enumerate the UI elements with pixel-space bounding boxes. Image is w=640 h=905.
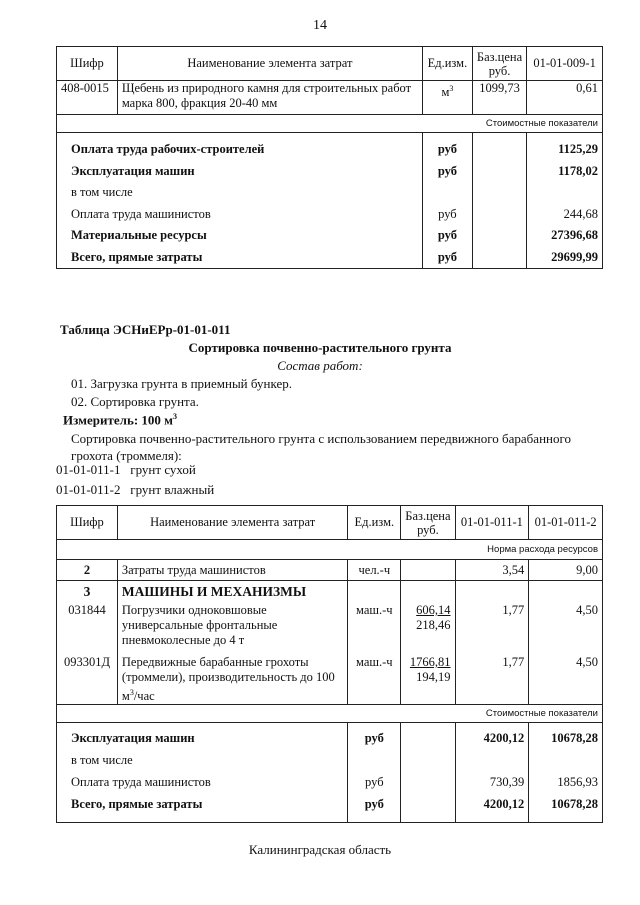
row-price xyxy=(401,560,455,581)
summary-empty xyxy=(401,723,455,823)
header-unit: Ед.изм. xyxy=(348,506,401,540)
variant-name: грунт сухой xyxy=(130,462,196,477)
summary-value xyxy=(460,749,525,771)
summary-value: 4200,12 xyxy=(483,731,525,746)
summary-value: 1125,29 xyxy=(558,142,598,156)
machine-codes xyxy=(57,581,118,705)
row-unit xyxy=(422,81,472,115)
table-header xyxy=(57,506,603,540)
summary-label: в том числе xyxy=(71,753,133,768)
machine-value: 4,50 xyxy=(576,603,598,617)
machine-name-sup: 3 xyxy=(129,688,134,697)
table-header xyxy=(57,47,603,81)
header-col2: 01-01-011-2 xyxy=(529,506,603,540)
table-row xyxy=(57,81,603,115)
spacer xyxy=(405,584,450,603)
resource-table-2 xyxy=(56,505,603,823)
summary-label: Материальные ресурсы xyxy=(71,228,207,242)
summary-v1 xyxy=(455,723,529,823)
machines-block xyxy=(57,581,603,705)
machine-value: 1,77 xyxy=(502,603,525,617)
unit-text: м xyxy=(441,85,450,100)
summary-unit: руб xyxy=(437,142,457,156)
row-name: Затраты труда машинистов xyxy=(117,560,347,581)
summary-unit: руб xyxy=(365,775,384,790)
variant-code: 01-01-011-2 xyxy=(56,482,121,497)
summary-labels xyxy=(57,723,348,823)
summary-value: 27396,68 xyxy=(551,228,598,242)
summary-label: Эксплуатация машин xyxy=(71,731,195,746)
summary-unit: руб xyxy=(438,206,457,221)
row-v1: 3,54 xyxy=(455,560,529,581)
price-wage: 218,46 xyxy=(416,618,451,632)
machine-prices xyxy=(401,581,455,705)
description: Сортировка почвенно-растительного грунта с использованием передвижного барабанного грохота (троммеля): xyxy=(71,431,571,463)
table-title: Таблица ЭСНиЕРр-01-01-011 xyxy=(60,322,231,337)
summary-label: Всего, прямые затраты xyxy=(71,249,203,264)
machine-v2 xyxy=(529,581,603,705)
spacer xyxy=(533,584,598,603)
footer-region: Калининградская область xyxy=(248,842,392,857)
resource-table-1 xyxy=(56,46,603,269)
section-costs-label: Стоимостные показатели xyxy=(57,705,603,723)
summary-values xyxy=(527,133,603,269)
section-costs-label: Стоимостные показатели xyxy=(57,115,603,133)
machine-name: Погрузчики одноковшовые универсальные фронтальные пневмоколесные до 4 т xyxy=(121,603,278,647)
section-row xyxy=(57,540,603,560)
summary-label: Оплата труда машинистов xyxy=(71,775,211,790)
table-row xyxy=(57,560,603,581)
row-code: 2 xyxy=(57,560,118,581)
unit-sup: 3 xyxy=(449,84,454,93)
price-base: 606,14 xyxy=(416,603,451,617)
summary-value: 29699,99 xyxy=(551,249,598,264)
measure xyxy=(63,412,177,428)
spacer xyxy=(460,584,525,603)
summary-empty xyxy=(472,133,526,269)
summary-label: Эксплуатация машин xyxy=(71,163,195,178)
machine-value: 1,77 xyxy=(502,655,525,669)
row-value: 0,61 xyxy=(527,81,603,115)
measure-text: Измеритель: 100 м xyxy=(63,412,174,428)
machine-code: 093301Д xyxy=(63,655,110,669)
work-item: 01. Загрузка грунта в приемный бункер. xyxy=(71,376,292,391)
section-row xyxy=(57,115,603,133)
spacer xyxy=(352,584,396,603)
machine-unit: маш.-ч xyxy=(356,655,393,669)
row-unit: чел.-ч xyxy=(348,560,401,581)
variant-name: грунт влажный xyxy=(130,482,215,497)
summary-unit: руб xyxy=(437,163,457,178)
summary-label: Оплата труда машинистов xyxy=(71,206,211,221)
summary-labels xyxy=(57,133,423,269)
header-code: Шифр xyxy=(57,506,118,540)
section-row xyxy=(57,705,603,723)
summary-label: Оплата труда рабочих-строителей xyxy=(71,142,265,156)
machine-code: 031844 xyxy=(68,603,106,617)
summary-label: в том числе xyxy=(71,185,133,199)
page-number: 14 xyxy=(313,18,327,33)
summary-value: 1178,02 xyxy=(558,163,598,178)
variant-code: 01-01-011-1 xyxy=(56,462,121,477)
variant-item xyxy=(56,462,196,478)
row-v2: 9,00 xyxy=(529,560,603,581)
summary-block xyxy=(57,133,603,269)
header-name: Наименование элемента затрат xyxy=(117,47,422,81)
summary-unit: руб xyxy=(364,731,384,746)
summary-v2 xyxy=(529,723,603,823)
machine-price xyxy=(405,655,450,685)
machine-name xyxy=(122,655,343,704)
summary-value: 10678,28 xyxy=(551,797,598,812)
variant-item xyxy=(56,482,214,498)
header-price: Баз.цена руб. xyxy=(472,47,526,81)
header-code: Шифр xyxy=(57,47,118,81)
summary-unit xyxy=(352,749,396,771)
summary-label: Всего, прямые затраты xyxy=(71,797,203,812)
section-norms-label: Норма расхода ресурсов xyxy=(57,540,603,560)
machine-unit: маш.-ч xyxy=(356,603,393,617)
header-price: Баз.цена руб. xyxy=(401,506,455,540)
price-base: 1766,81 xyxy=(409,655,451,669)
summary-unit xyxy=(427,182,468,204)
summary-value xyxy=(533,749,598,771)
header-col1: 01-01-011-1 xyxy=(455,506,529,540)
machine-names xyxy=(117,581,347,705)
machine-v1 xyxy=(455,581,529,705)
machine-units xyxy=(348,581,401,705)
machine-name-text: Передвижные барабанные грохоты (троммели), производительность до 100 м xyxy=(121,655,335,704)
work-item: 02. Сортировка грунта. xyxy=(71,394,199,409)
section-title: Сортировка почвенно-растительного грунта xyxy=(188,340,452,355)
row-name: Щебень из природного камня для строительных работ марка 800, фракция 20-40 мм xyxy=(117,81,422,115)
machines-head-code: 3 xyxy=(83,584,91,599)
machine-name-tail: /час xyxy=(133,689,155,704)
works-title: Состав работ: xyxy=(277,358,363,373)
summary-value: 244,68 xyxy=(563,206,598,221)
summary-units xyxy=(422,133,472,269)
summary-unit: руб xyxy=(364,797,384,812)
measure-sup: 3 xyxy=(173,412,178,421)
summary-value xyxy=(531,182,598,204)
header-unit: Ед.изм. xyxy=(422,47,472,81)
summary-value: 730,39 xyxy=(489,775,525,790)
header-col: 01-01-009-1 xyxy=(527,47,603,81)
row-price: 1099,73 xyxy=(472,81,526,115)
price-wage: 194,19 xyxy=(416,670,451,684)
machine-price xyxy=(405,603,450,655)
header-name: Наименование элемента затрат xyxy=(117,506,347,540)
summary-value: 10678,28 xyxy=(551,731,598,746)
summary-unit: руб xyxy=(437,228,457,242)
summary-units xyxy=(348,723,401,823)
summary-unit: руб xyxy=(437,249,457,264)
summary-block xyxy=(57,723,603,823)
machines-head-name: МАШИНЫ И МЕХАНИЗМЫ xyxy=(121,584,307,599)
summary-value: 4200,12 xyxy=(483,797,525,812)
row-code: 408-0015 xyxy=(57,81,118,115)
machine-value: 4,50 xyxy=(576,655,598,669)
summary-value: 1856,93 xyxy=(557,775,598,790)
